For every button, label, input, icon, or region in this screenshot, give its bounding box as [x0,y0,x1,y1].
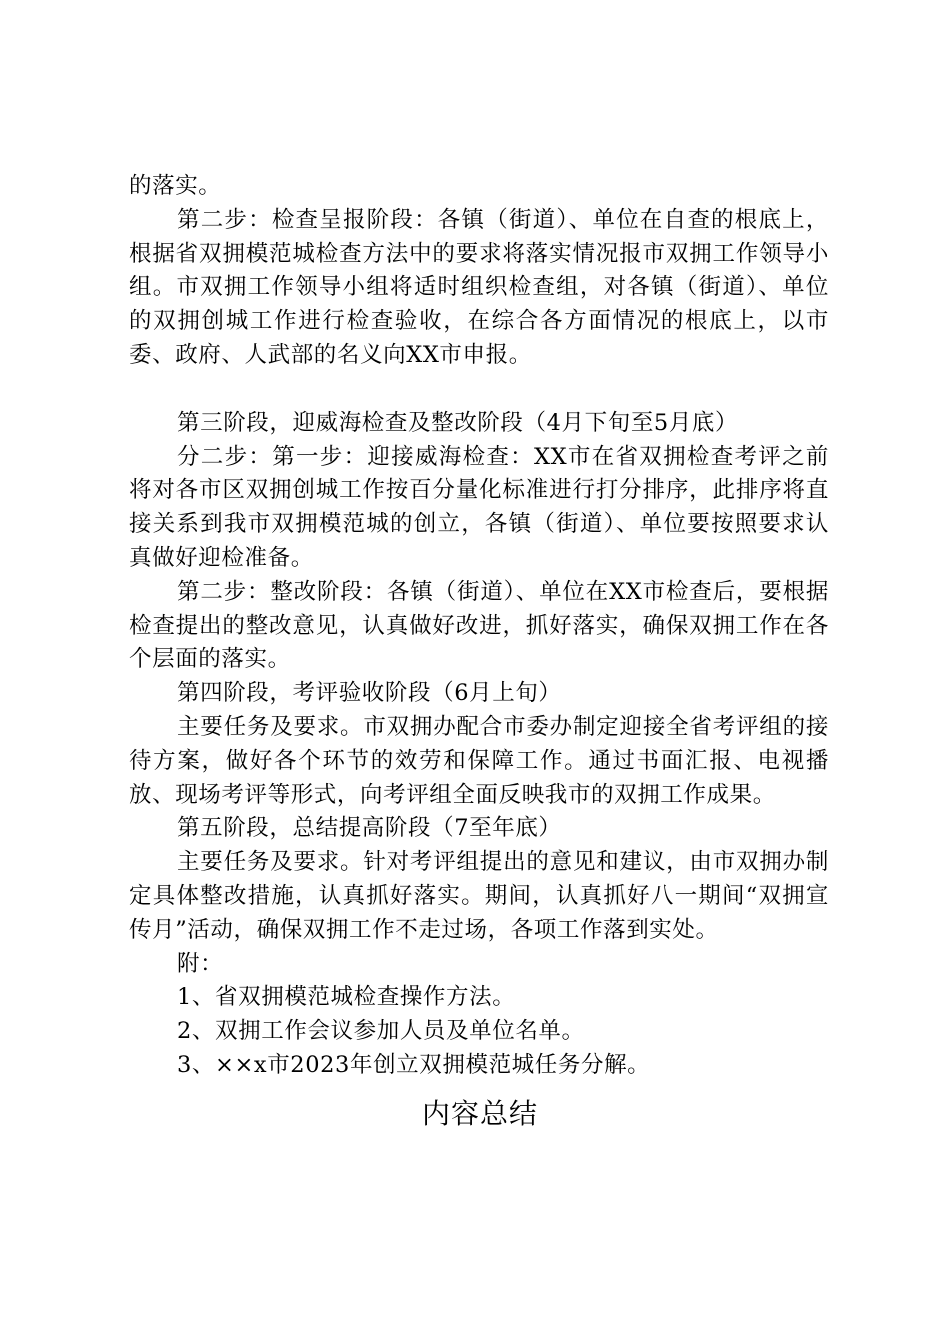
heading-stage-four: 第四阶段，考评验收阶段（6月上旬） [177,680,562,707]
summary-heading: 内容总结 [421,1097,538,1130]
paragraph-stage-five-tasks: 主要任务及要求。针对考评组提出的意见和建议，由市双拥办制定具体整改措施，认真抓好落实。期间，认真抓好八一期间“双拥宣传月”活动，确保双拥工作不走过场，各项工作落到实处。 [129,849,829,943]
heading-stage-five: 第五阶段，总结提高阶段（7至年底） [177,815,562,842]
paragraph-step-two-report: 第二步：检查呈报阶段：各镇（街道）、单位在自查的根底上，根据省双拥模范城检查方法中的要求将落实情况报市双拥工作领导小组。市双拥工作领导小组将适时组织检查组，对各镇（街道）、单位的双拥创城工作进行检查验收，在综合各方面情况的根底上，以市委、政府、人武部的名义向XX市申报。 [129,206,829,368]
attachment-item: 2、双拥工作会议参加人员及单位名单。 [177,1018,585,1045]
paragraph-stage-four-tasks: 主要任务及要求。市双拥办配合市委办制定迎接全省考评组的接待方案，做好各个环节的效劳和保障工作。通过书面汇报、电视播放、现场考评等形式，向考评组全面反映我市的双拥工作成果。 [129,713,829,808]
attachments-label: 附： [177,950,224,977]
document-body [129,170,829,1083]
attachment-item: 1、省双拥模范城检查操作方法。 [177,984,516,1011]
paragraph-continuation: 的落实。 [129,173,222,199]
heading-stage-three: 第三阶段，迎威海检查及整改阶段（4月下旬至5月底） [177,409,739,436]
paragraph-stage-three-step-two: 第二步：整改阶段：各镇（街道）、单位在XX市检查后，要根据检查提出的整改意见，认真做好改进，抓好落实，确保双拥工作在各个层面的落实。 [129,578,829,673]
attachment-item: 3、××x市2023年创立双拥模范城任务分解。 [177,1051,651,1078]
paragraph-stage-three-step-one: 分二步：第一步：迎接威海检查：XX市在省双拥检查考评之前将对各市区双拥创城工作按百分量化标准进行打分排序，此排序将直接关系到我市双拥模范城的创立，各镇（街道）、单位要按照要求认真做好迎检准备。 [129,443,829,571]
